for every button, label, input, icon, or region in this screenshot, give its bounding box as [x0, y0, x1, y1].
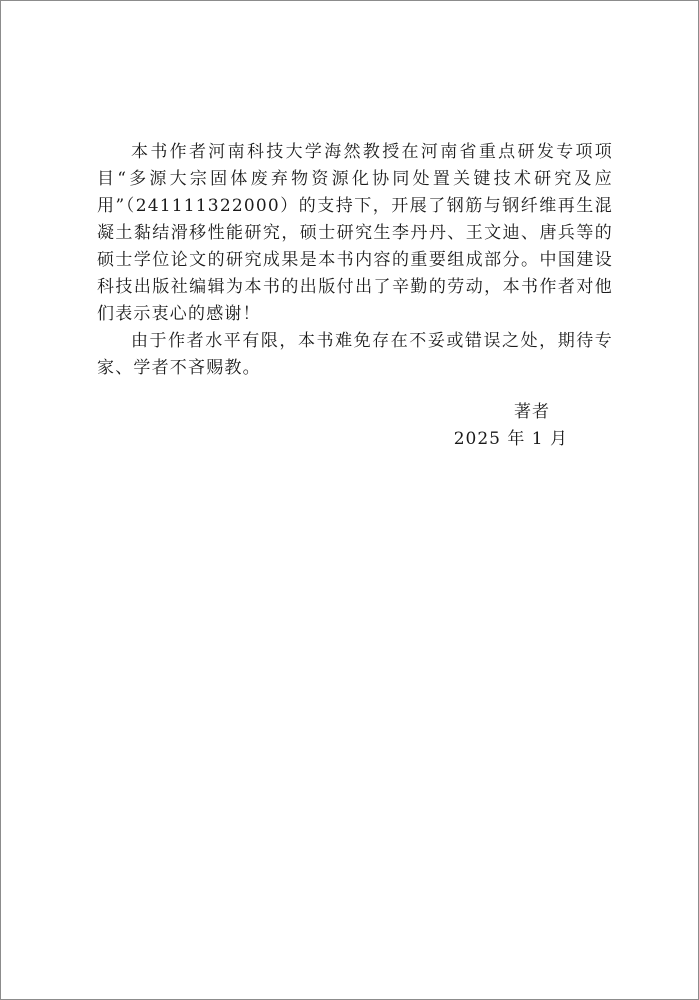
closing-paragraph: 由于作者水平有限，本书难免存在不妥或错误之处，期待专家、学者不吝赐教。	[97, 331, 613, 378]
signature-author: 著者	[514, 402, 550, 422]
acknowledgement-body	[97, 139, 613, 382]
signature-block	[454, 399, 568, 453]
signature-date: 2025 年 1 月	[453, 429, 568, 449]
acknowledgement-paragraph: 本书作者河南科技大学海然教授在河南省重点研发专项项目“多源大宗固体废弃物资源化协同处置关键技术研究及应用”（241111322000）的支持下，开展了钢筋与钢纤维再生混凝土黏结滑移性能研究，硕士研究生李丹丹、王文迪、唐兵等的硕士学位论文的研究成果是本书内容的重要组成部分。中国建设科技出版社编辑为本书的出版付出了辛勤的劳动，本书作者对他们表示衷心的感谢！	[97, 142, 613, 324]
